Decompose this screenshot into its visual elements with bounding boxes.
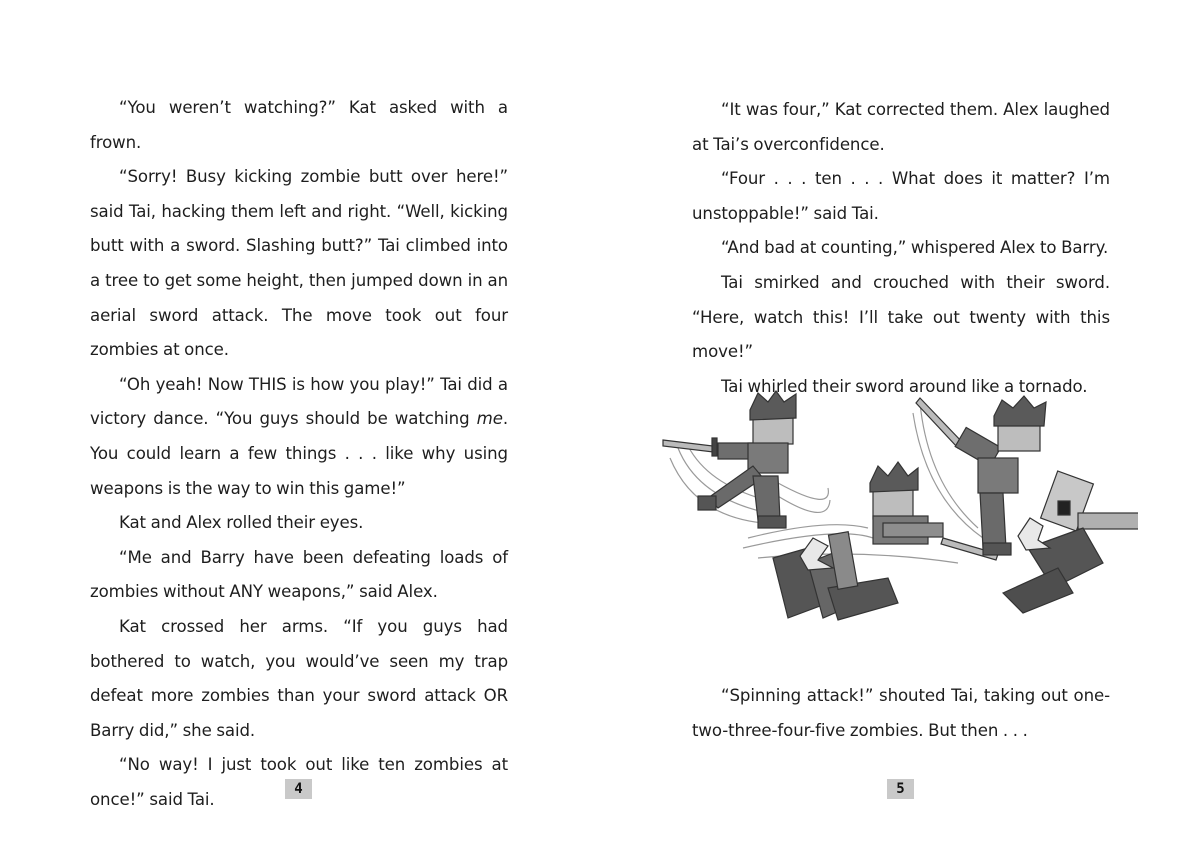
right-page-body-bottom bbox=[692, 679, 1110, 748]
paragraph: “Me and Barry have been defeating loads of zombies without ANY weapons,” said Alex. bbox=[90, 547, 508, 602]
left-page-body bbox=[90, 91, 508, 817]
paragraph: “Spinning attack!” shouted Tai, taking out one-two-three-four-five zombies. But then . . . bbox=[692, 686, 1110, 740]
paragraph: “Sorry! Busy kicking zombie butt over here!” said Tai, hacking them left and right. “Well, kicking butt with a sword. Slashing butt?” Tai climbed into a tree to get some height, then jumped down in an aerial sword attack. The move took out four zombies at once. bbox=[90, 167, 508, 360]
paragraph: “Four . . . ten . . . What does it matter? I’m unstoppable!” said Tai. bbox=[692, 169, 1110, 223]
paragraph: Kat and Alex rolled their eyes. bbox=[119, 513, 364, 533]
paragraph-text: “Oh yeah! Now THIS is how you play!” Tai did a victory dance. “You guys should be watching bbox=[90, 374, 508, 429]
right-page bbox=[600, 0, 1200, 854]
paragraph-text: . You could learn a few things . . . like why using weapons is the way to win this game!” bbox=[90, 409, 508, 498]
paragraph: “You weren’t watching?” Kat asked with a frown. bbox=[90, 98, 508, 152]
paragraph: “No way! I just took out like ten zombies at once!” said Tai. bbox=[90, 755, 508, 809]
paragraph: Kat crossed her arms. “If you guys had bothered to watch, you would’ve seen my trap defeat more zombies than your sword attack OR Barry did,” she said. bbox=[90, 616, 508, 740]
paragraph: Tai whirled their sword around like a tornado. bbox=[721, 376, 1088, 396]
page-number: 5 bbox=[887, 779, 914, 799]
paragraph: “And bad at counting,” whispered Alex to Barry. bbox=[721, 238, 1109, 258]
paragraph: “It was four,” Kat corrected them. Alex laughed at Tai’s overconfidence. bbox=[692, 100, 1110, 154]
page-number: 4 bbox=[285, 779, 312, 799]
paragraph: Tai smirked and crouched with their sword. “Here, watch this! I’ll take out twenty with this move!” bbox=[692, 272, 1110, 362]
emphasis-text: me bbox=[476, 409, 503, 429]
paragraph bbox=[90, 368, 508, 506]
right-page-body-top bbox=[692, 93, 1110, 404]
spinning-attack-illustration bbox=[658, 388, 1138, 633]
